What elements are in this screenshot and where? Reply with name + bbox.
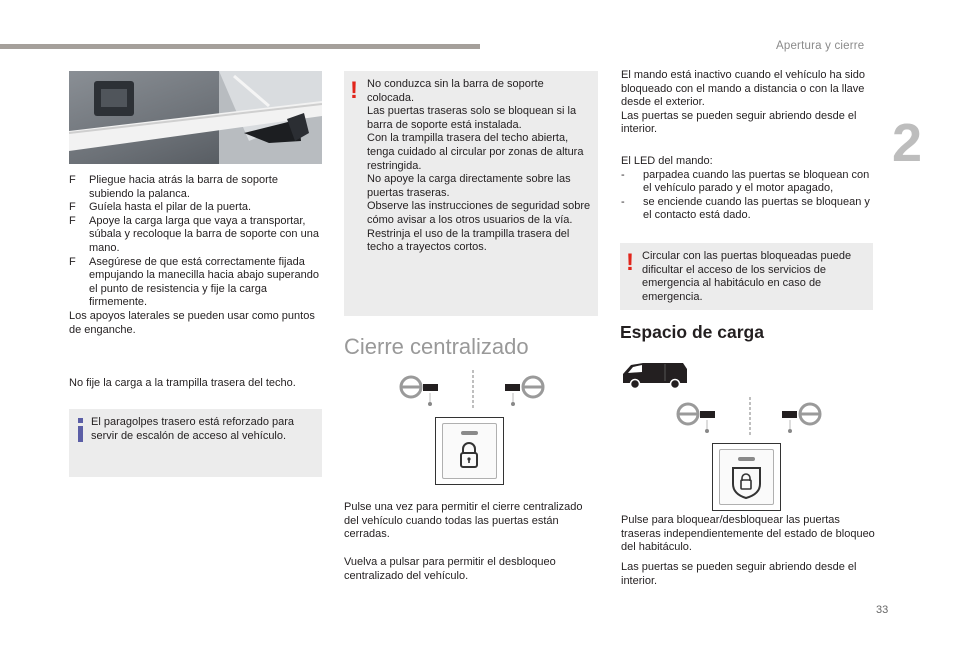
led-section (621, 155, 877, 223)
steering-wheel-icon (670, 397, 830, 442)
steering-wheel-icon (393, 370, 553, 415)
remote-inactive-text: El mando está inactivo cuando el vehículo ha sido bloqueado con el mando a distancia o con la llave desde el exterior. Las puertas se pueden seguir abriendo desde el interior. (621, 69, 865, 136)
bullet-marker: F (69, 201, 76, 214)
press-once-text: Pulse una vez para permitir el cierre centralizado del vehículo cuando todas las puertas están cerradas. (344, 501, 583, 541)
warning-text: No conduzca sin la barra de soporte colocada. Las puertas traseras solo se bloquean si la barra de soporte está instalada. Con la trampilla trasera del techo abierta, tenga cuidado al circular por zonas de altura restringida. No apoye la carga directamente sobre las puertas traseras. Observe las instrucciones de seguridad sobre cómo avisar a los otros usuarios de la vía. Restrinja el uso de la trampilla trasera del techo a trayectos cortos. (367, 78, 591, 254)
warning-text-2: Circular con las puertas bloqueadas puede dificultar el acceso de los servicios de emergencia al habitáculo en caso de emergencia. (642, 250, 852, 303)
press-lock-text: Pulse para bloquear/desbloquear las puertas traseras independientemente del estado de bloqueo del habitáculo. (621, 514, 875, 554)
list-item: - se enciende cuando las puertas se bloquean y el contacto está dado. (621, 195, 870, 222)
side-supports-text: Los apoyos laterales se pueden usar como puntos de enganche. (69, 309, 315, 336)
steps-list (69, 174, 325, 337)
led-intro: El LED del mando: (621, 155, 713, 167)
load-bar-photo (69, 71, 322, 164)
warning-icon: ! (626, 249, 634, 276)
central-locking-heading: Cierre centralizado (344, 334, 529, 359)
section-title: Apertura y cierre (776, 40, 865, 52)
bullet-marker: F (69, 174, 76, 186)
info-box (69, 409, 322, 477)
lock-button-icon (435, 417, 504, 485)
info-icon (76, 418, 85, 447)
no-fix-text: No fije la carga a la trampilla trasera del techo. (69, 377, 296, 389)
list-item: F Asegúrese de que está correctamente fijada empujando la manecilla hacia abajo superando el punto de resistencia y fije la carga firmemente. (69, 255, 319, 309)
list-item: F Apoye la carga larga que vaya a transportar, súbala y recoloque la barra de soporte con una mano. (69, 214, 319, 254)
warning-icon: ! (350, 77, 358, 104)
warning-box (344, 71, 598, 316)
bullet-marker: F (69, 214, 76, 227)
cargo-space-heading: Espacio de carga (620, 322, 764, 342)
page-number: 33 (876, 604, 889, 616)
cargo-lock-button-icon (712, 443, 781, 511)
list-item: F Guíela hasta el pilar de la puerta. (69, 201, 252, 214)
warning-box-2 (620, 243, 873, 310)
chapter-number: 2 (892, 113, 923, 173)
press-again-text: Vuelva a pulsar para permitir el desbloqueo centralizado del vehículo. (344, 556, 556, 582)
doors-open-text: Las puertas se pueden seguir abriendo desde el interior. (621, 561, 857, 587)
list-item: F Pliegue hacia atrás la barra de soporte subiendo la palanca. (69, 174, 278, 200)
van-icon (621, 361, 689, 394)
list-item: - parpadea cuando las puertas se bloquean con el vehículo parado y el motor apagado, (621, 168, 870, 195)
info-note: El paragolpes trasero está reforzado para servir de escalón de acceso al vehículo. (91, 416, 295, 442)
header-bar (0, 44, 480, 49)
bullet-marker: F (69, 255, 76, 268)
